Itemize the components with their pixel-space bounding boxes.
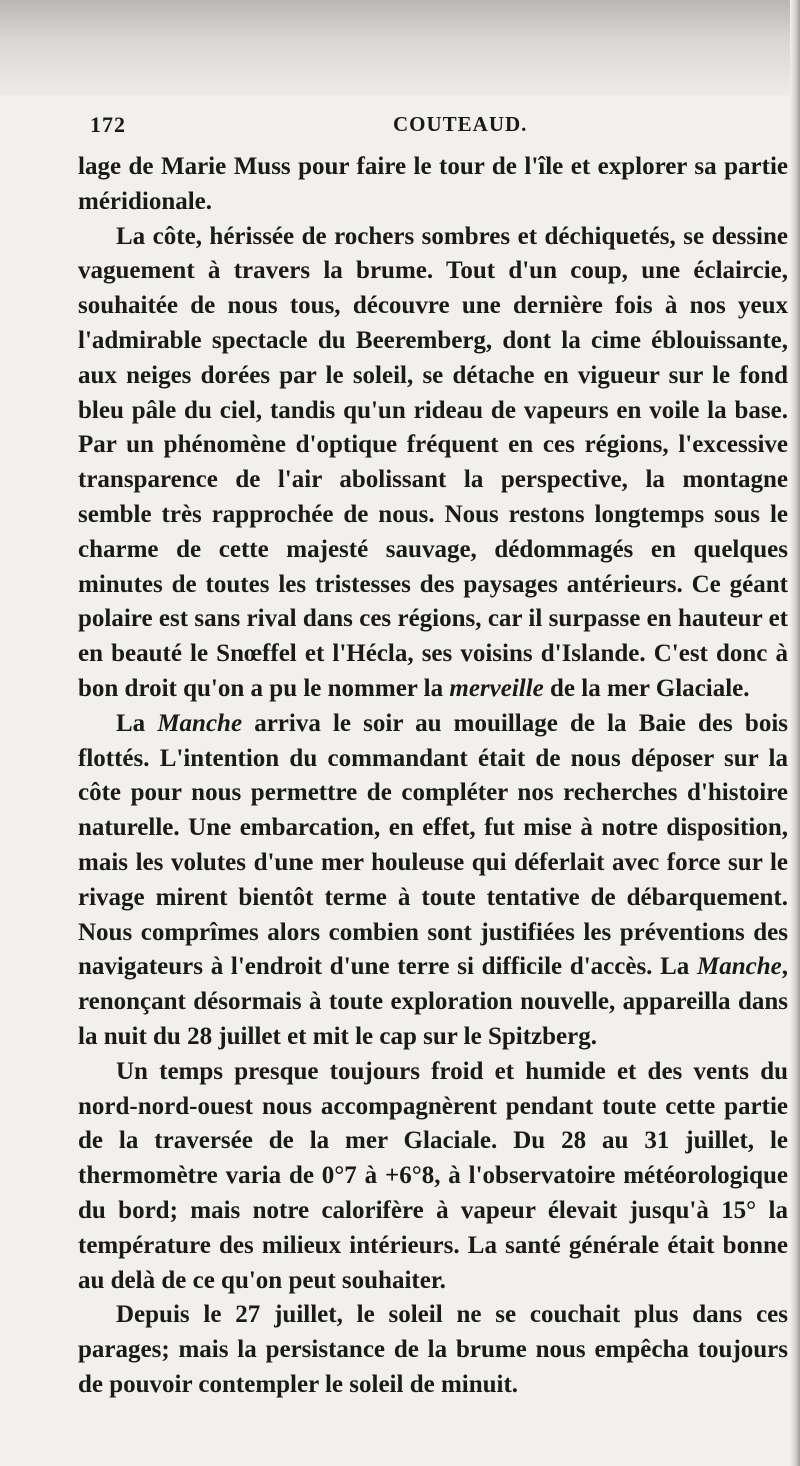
running-head: COUTEAUD. [393, 112, 528, 136]
italic-text-run: Manche [157, 709, 243, 737]
paragraph [78, 707, 788, 1055]
text-run: arriva le soir au mouillage de la Baie des bois flottés. L'intention du commandant était de nous déposer sur la côte pour nous permettre de compléter nos recherches d'histoire naturelle. Une embarcation, en effet, fut mise à notre disposition, mais les volutes d'une mer houleuse qui déferlait avec force sur le rivage mirent bientôt terme à toute tentative de débarquement. Nous comprîmes alors combien sont justifiées les préventions des navigateurs à l'endroit d'une terre si difficile d'accès. La [78, 709, 788, 981]
text-run: lage de Marie Muss pour faire le tour de l'île et explorer sa partie méridionale. [78, 153, 788, 215]
page-header [90, 112, 770, 142]
paragraph [78, 1055, 788, 1299]
page-edge-shading [790, 0, 800, 1466]
text-run: , renonçant désormais à toute exploration nouvelle, appareilla dans la nuit du 28 juillet et mit le cap sur le Spitzberg. [78, 953, 788, 1050]
text-run: de la mer Glaciale. [543, 674, 750, 702]
text-run: Depuis le 27 juillet, le soleil ne se couchait plus dans ces parages; mais la persistance de la brume nous empêcha toujours de pouvoir contempler le soleil de minuit. [78, 1301, 788, 1398]
text-run: La [116, 709, 158, 737]
text-run: Un temps presque toujours froid et humide et des vents du nord-nord-ouest nous accompagnèrent pendant toute cette partie de la traversée de la mer Glaciale. Du 28 au 31 juillet, le thermomètre varia de 0°7 à +6°8, à l'observatoire météorologique du bord; mais notre calorifère à vapeur élevait jusqu'à 15° la température des milieux intérieurs. La santé générale était bonne au delà de ce qu'on peut souhaiter. [78, 1057, 788, 1294]
page-number: 172 [90, 112, 126, 137]
italic-text-run: Manche [697, 953, 782, 981]
paragraph [78, 1298, 788, 1402]
body-text [78, 150, 788, 1403]
text-run: La côte, hérissée de rochers sombres et déchiquetés, se dessine vaguement à travers la brume. Tout d'un coup, une éclaircie, souhaitée de nous tous, découvre une dernière fois à nos yeux l'admirable spectacle du Beeremberg, dont la cime éblouissante, aux neiges dorées par le soleil, se détache en vigueur sur le fond bleu pâle du ciel, tandis qu'un rideau de vapeurs en voile la base. Par un phénomène d'optique fréquent en ces régions, l'excessive transparence de l'air abolissant la perspective, la montagne semble très rapprochée de nous. Nous restons longtemps sous le charme de cette majesté sauvage, dédommagés en quelques minutes de toutes les tristesses des paysages antérieurs. Ce géant polaire est sans rival dans ces régions, car il surpasse en hauteur et en beauté le Snœffel et l'Hécla, ses voisins d'Islande. C'est donc à bon droit qu'on a pu le nommer la [78, 222, 788, 702]
paragraph [78, 220, 788, 707]
italic-text-run: merveille [449, 674, 544, 702]
paragraph [78, 150, 788, 220]
page-top-shading [0, 0, 800, 95]
